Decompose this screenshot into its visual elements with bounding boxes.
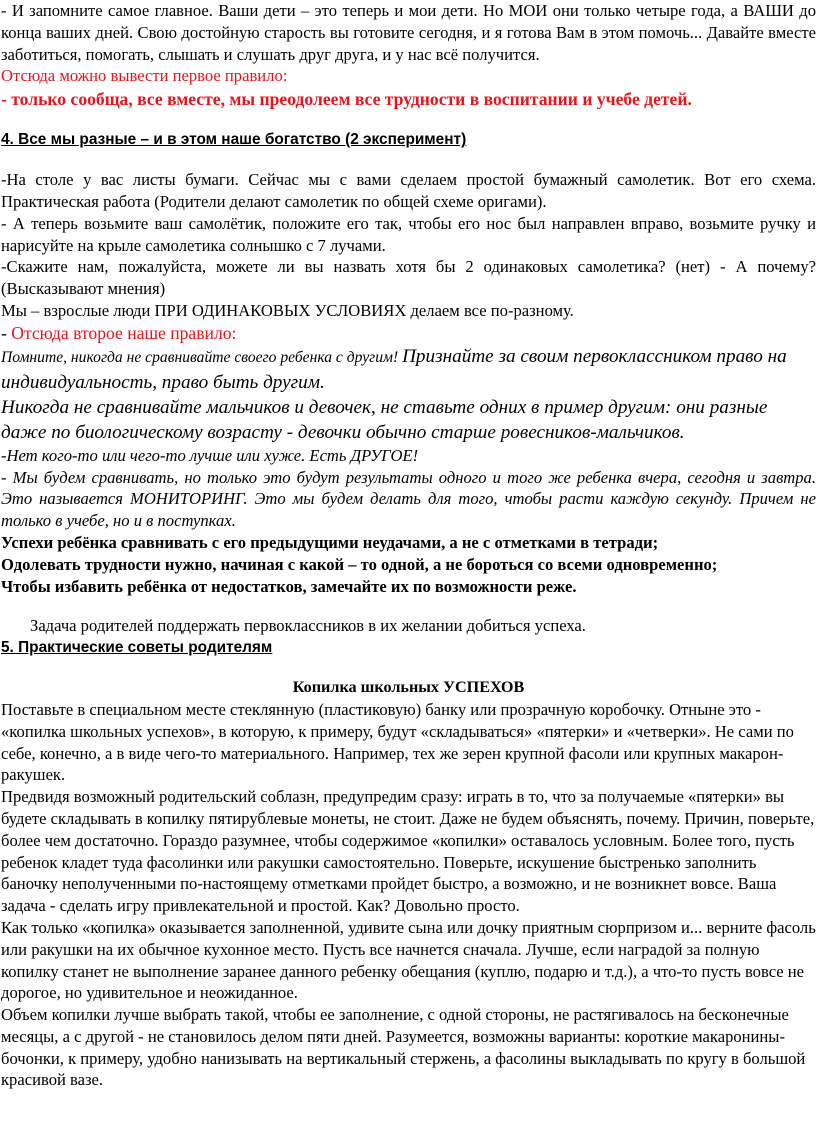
advice-italic-4: - Мы будем сравнивать, но только это будут результаты одного и того же ребенка вчера, сегодня и завтра. Это называется МОНИТОРИНГ. Это мы будем делать для того, чтобы расти каждую секунду. Причем не только в учебе, но и в поступках. (1, 467, 816, 531)
piggy-paragraph-4: Объем копилки лучше выбрать такой, чтобы ее заполнение, с одной стороны, не растягивалось на бесконечные месяцы, а с другой - не становилось делом пяти дней. Разумеется, возможны варианты: короткие макаронины-бочонки, к примеру, удобно нанизывать на вертикальный стержень, а фасолины выкладывать по кругу в большой красивой вазе. (1, 1005, 806, 1090)
rule2-line (1, 322, 816, 344)
piggy-paragraph-3: Как только «копилка» оказывается заполненной, удивите сына или дочку приятным сюрпризом и... верните фасоль или ракушки на их обычное кухонное место. Пусть все начнется сначала. Лучше, если наградой за полную копилку станет не выполнение заранее данного ребенку обещания (куплю, подарю и т.д.), а что-то пусть вовсе не дорогое, но удивительное и неожиданное. (1, 917, 816, 1003)
rule2-dash: - (1, 322, 12, 343)
spacer (1, 659, 816, 677)
bold-rule-1: Успехи ребёнка сравнивать с его предыдущими неудачами, а не с отметками в тетради; (1, 532, 659, 552)
spacer (1, 111, 816, 129)
rule1-text: - только сообща, все вместе, мы преодолеем все трудности в воспитании и учебе детей. (1, 89, 692, 110)
advice-italic-1 (1, 344, 816, 395)
bold-rule-2: Одолевать трудности нужно, начиная с какой – то одной, а не бороться со всеми одновременно; (1, 554, 718, 574)
piggy-paragraph-2: Предвидя возможный родительский соблазн, предупредим сразу: играть в то, что за получаемые «пятерки» вы будете складывать в копилку пятирублевые монеты, не стоит. Даже не будем объяснять, почему. Причин, поверьте, более чем достаточно. Гораздо разумнее, чтобы содержимое «копилки» оставалось условным. Более того, пусть ребенок кладет туда фасолинки или ракушки самостоятельно. Поверьте, искушение быстренько заполнить баночку неполученными по-настоящему отметками пройдет быстро, а возможно, и не возникнет вовсе. Ваша задача - сделать игру привлекательной и простой. Как? Довольно просто. (1, 787, 815, 916)
advice-italic-large: Признайте за своим первоклассником право на индивидуальность, право быть другим. (1, 345, 787, 393)
question-paragraph: -Скажите нам, пожалуйста, можете ли вы назвать хотя бы 2 одинаковых самолетика? (нет) - А почему? (Высказывают мнения) (1, 257, 816, 299)
advice-italic-small: Помните, никогда не сравнивайте своего ребенка с другим! (1, 348, 403, 366)
piggy-paragraph-1: Поставьте в специальном месте стеклянную (пластиковую) банку или прозрачную коробочку. Отныне это - «копилка школьных успехов», в которую, к примеру, будут «складываться» «пятерки» и «четверки». Не сами по себе, конечно, а в виде чего-то материального. Например, тех же зерен крупной фасоли или крупных макарон-ракушек. (1, 699, 794, 785)
advice-italic-3: -Нет кого-то или чего-то лучше или хуже. Есть ДРУГОЕ! (1, 445, 419, 465)
turn-paragraph: - А теперь возьмите ваш самолётик, положите его так, чтобы его нос был направлен вправо, возьмите ручку и нарисуйте на крыле самолетика солнышко с 7 лучами. (1, 213, 816, 255)
bold-rule-3: Чтобы избавить ребёнка от недостатков, замечайте их по возможности реже. (1, 576, 577, 596)
advice-italic-2: Никогда не сравнивайте мальчиков и девочек, не ставьте одних в пример другим: они разные даже по биологическому возрасту - девочки обычно старше ровесников-мальчиков. (1, 396, 768, 443)
rule1-intro: Отсюда можно вывести первое правило: (1, 66, 288, 86)
spacer (1, 151, 816, 169)
spacer (1, 597, 816, 615)
adults-paragraph: Мы – взрослые люди ПРИ ОДИНАКОВЫХ УСЛОВИЯХ делаем все по-разному. (1, 300, 574, 320)
intro-paragraph: - И запомните самое главное. Ваши дети – это теперь и мои дети. Но МОИ они только четыре года, а ВАШИ до конца ваших дней. Свою достойную старость вы готовите сегодня, и я готова Вам в этом помочь... Давайте вместе заботиться, помогать, слышать и слушать друг друга, и у нас всё получится. (1, 1, 816, 64)
rule2-text: Отсюда второе наше правило: (11, 322, 237, 343)
piggy-bank-title: Копилка школьных УСПЕХОВ (292, 678, 525, 697)
section4-heading: 4. Все мы разные – и в этом наше богатство (2 эксперимент) (1, 131, 467, 149)
section5-heading: 5. Практические советы родителям (1, 639, 273, 657)
task-paragraph: Задача родителей поддержать первоклассников в их желании добиться успеха. (30, 616, 586, 636)
paper-paragraph: -На столе у вас листы бумаги. Сейчас мы с вами сделаем простой бумажный самолетик. Вот его схема. Практическая работа (Родители делают самолетик по общей схеме оригами). (1, 170, 816, 211)
